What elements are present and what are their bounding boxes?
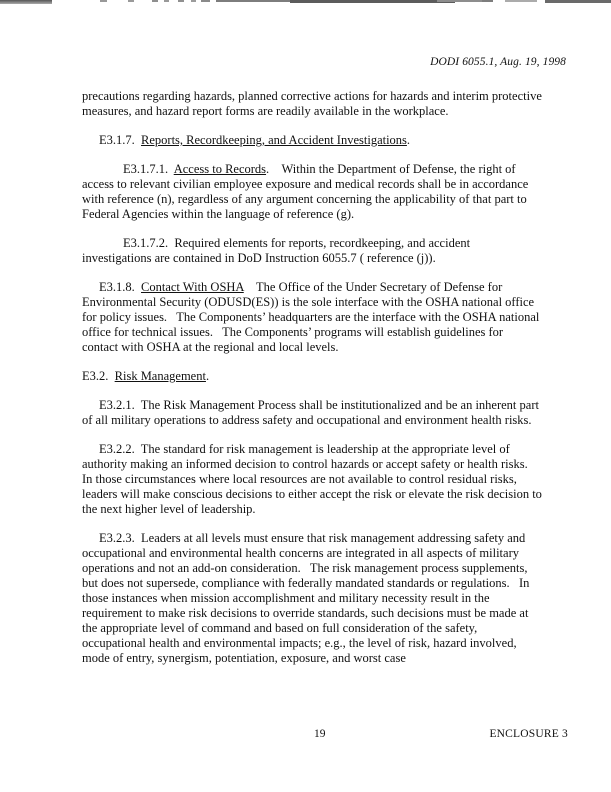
section-title: Reports, Recordkeeping, and Accident Investigations bbox=[141, 133, 407, 147]
section-number: E3.2.2. bbox=[99, 442, 141, 456]
paragraph-e3-2-3 bbox=[82, 531, 542, 666]
section-number: E3.1.7.2. bbox=[123, 236, 175, 250]
paragraph-e3-2-2 bbox=[82, 442, 546, 517]
section-title: Contact With OSHA bbox=[141, 280, 244, 294]
section-title-tail bbox=[244, 280, 256, 294]
page-number: 19 bbox=[314, 728, 326, 740]
paragraph-e3-1-7-2 bbox=[82, 236, 542, 266]
section-title-tail: . bbox=[406, 133, 411, 147]
paragraph-text: The standard for risk management is leadership at the appropriate level of authority making an informed decision to control hazards or accept safety or health risks. In those circumstances where local resources are not available to control residual risks, leaders will make conscious decisions to either accept the risk or elevate the risk decision to the next higher level of leadership. bbox=[82, 442, 546, 516]
heading-e3-2 bbox=[82, 369, 542, 384]
section-number: E3.1.8. bbox=[99, 280, 142, 294]
paragraph-text: precautions regarding hazards, planned corrective actions for hazards and interim protective measures, and hazard report forms are readily available in the workplace. bbox=[82, 89, 545, 118]
paragraph-text: Within the Department of Defense, the right of access to relevant civilian employee exposure and medical records shall be in accordance with reference (n), regardless of any argument concerning the applicability of that part to Federal Agencies within the language of reference (g). bbox=[82, 162, 532, 221]
paragraph-e3-2-1 bbox=[82, 398, 542, 428]
scan-artifact bbox=[152, 0, 158, 2]
section-title-tail: . bbox=[205, 369, 210, 383]
section-title: Access to Records bbox=[173, 162, 267, 176]
section-number: E3.2. bbox=[82, 369, 115, 383]
scan-artifact bbox=[545, 0, 611, 3]
document-reference-header: DODI 6055.1, Aug. 19, 1998 bbox=[430, 56, 566, 68]
paragraph-text: The Risk Management Process shall be institutionalized and be an inherent part of all military operations to address safety and occupational and environment health risks. bbox=[82, 398, 543, 427]
scan-artifact bbox=[505, 0, 537, 2]
scan-artifact bbox=[0, 0, 52, 4]
paragraph-text: The Office of the Under Secretary of Defense for Environmental Security (ODUSD(ES)) is the sole interface with the OSHA national office for policy issues. The Components’ headquarters are the interface with the OSHA national office for technical issues. The Components’ programs will establish guidelines for contact with OSHA at the regional and local levels. bbox=[82, 280, 543, 354]
scan-artifact bbox=[437, 0, 482, 2]
paragraph-intro-continuation bbox=[82, 89, 545, 119]
scan-artifact bbox=[164, 0, 169, 2]
enclosure-label: ENCLOSURE 3 bbox=[489, 728, 568, 740]
document-body bbox=[82, 89, 546, 680]
section-number: E3.2.3. bbox=[99, 531, 142, 545]
section-number: E3.1.7.1. bbox=[123, 162, 174, 176]
scan-artifact bbox=[100, 0, 107, 2]
scan-artifact bbox=[128, 0, 134, 2]
paragraph-text: Required elements for reports, recordkeeping, and accident investigations are contained in DoD Instruction 6055.7 ( reference (j)). bbox=[82, 236, 474, 265]
scan-artifact bbox=[201, 0, 210, 2]
section-number: E3.1.7. bbox=[99, 133, 142, 147]
paragraph-e3-1-7-1 bbox=[82, 162, 542, 222]
scan-artifact bbox=[191, 0, 196, 2]
scan-artifact bbox=[290, 0, 455, 3]
paragraph-text: Leaders at all levels must ensure that risk management addressing safety and occupational and environmental health concerns are integrated in all aspects of military operations and not an add-on consideration. The risk management process supplements, but does not supersede, compliance with federally mandated standards or regulations. In those instances when mission accomplishment and military necessity result in the requirement to make risk decisions to override standards, such decisions must be made at the appropriate level of command and based on full consideration of the safety, occupational health and environmental impacts; e.g., the level of risk, hazard involved, mode of entry, synergism, potentiation, exposure, and worst case bbox=[82, 531, 533, 665]
paragraph-e3-1-8 bbox=[82, 280, 542, 355]
heading-e3-1-7 bbox=[82, 133, 542, 148]
scan-artifact bbox=[178, 0, 184, 2]
section-title: Risk Management bbox=[114, 369, 206, 383]
section-number: E3.2.1. bbox=[99, 398, 141, 412]
section-title-tail: . bbox=[266, 162, 282, 176]
